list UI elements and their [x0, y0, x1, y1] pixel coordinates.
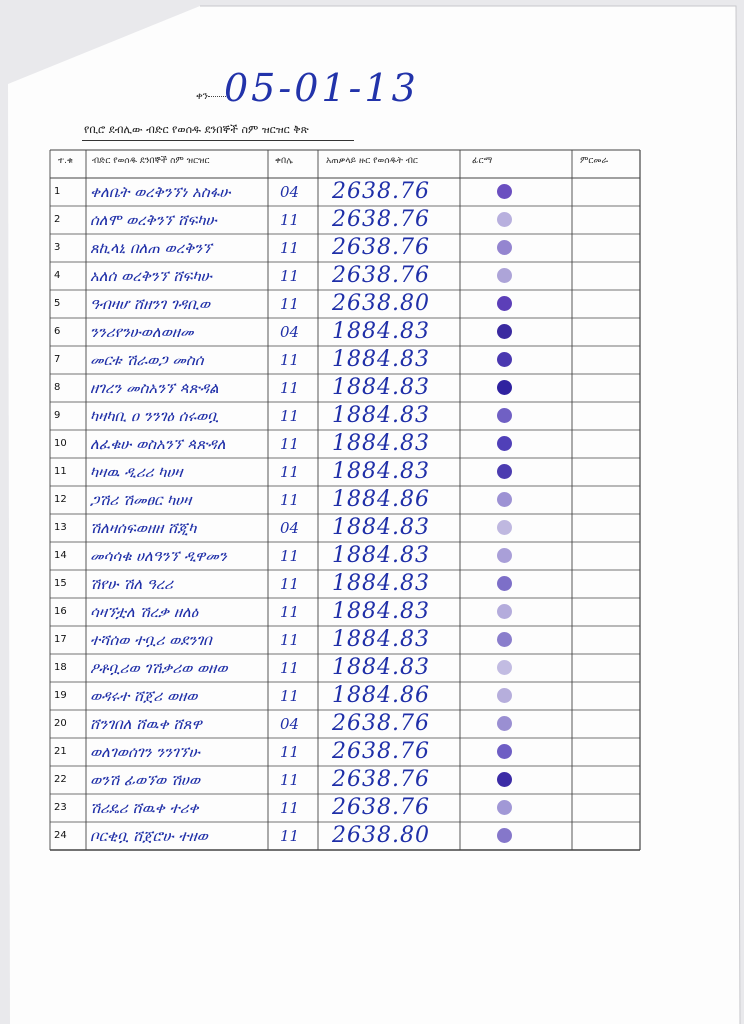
kebele-value: 11: [280, 463, 300, 481]
kebele-value: 11: [280, 351, 300, 369]
customer-name: ዖቶቧሪወ ገሽቃሪወ ወዘወ: [90, 659, 228, 677]
row-number: 9: [54, 410, 61, 421]
document-title: የቢሮ ደብሊው ብድር የወሰዱ ደንበኞች ስም ዝርዝር ቅጽ: [84, 123, 309, 136]
amount-value: 2638.76: [332, 767, 430, 792]
kebele-value: 11: [280, 771, 300, 789]
amount-value: 1884.83: [332, 627, 430, 652]
customer-name: ወንሽ ፊወኘወ ሽሀወ: [90, 771, 201, 789]
kebele-value: 11: [280, 295, 300, 313]
row-number: 5: [54, 298, 61, 309]
customer-name: ቀለቤት ወረቅንኘነ አስፋሁ: [90, 183, 231, 201]
column-header-kebele: ቀበሌ: [275, 156, 293, 166]
kebele-value: 11: [280, 547, 300, 565]
fingerprint-signature: [497, 632, 512, 647]
row-number: 11: [54, 466, 67, 477]
row-number: 22: [54, 774, 67, 785]
kebele-value: 11: [280, 239, 300, 257]
row-number: 14: [54, 550, 67, 561]
row-number: 18: [54, 662, 67, 673]
fingerprint-signature: [497, 520, 512, 535]
amount-value: 2638.76: [332, 711, 430, 736]
amount-value: 2638.76: [332, 207, 430, 232]
fingerprint-signature: [497, 828, 512, 843]
amount-value: 1884.83: [332, 571, 430, 596]
amount-value: 1884.83: [332, 599, 430, 624]
fingerprint-signature: [497, 604, 512, 619]
fingerprint-signature: [497, 772, 512, 787]
customer-name: ሽለዛሰፍወዘዘ ሸጂካ: [90, 519, 197, 537]
amount-value: 1884.83: [332, 543, 430, 568]
kebele-value: 11: [280, 631, 300, 649]
row-number: 4: [54, 270, 61, 281]
row-number: 7: [54, 354, 61, 365]
customer-name: ወዳሩተ ሸጀሪ ወዘወ: [90, 687, 198, 705]
fingerprint-signature: [497, 184, 512, 199]
fingerprint-signature: [497, 716, 512, 731]
kebele-value: 11: [280, 743, 300, 761]
customer-name: ካዛካቢ ዐ ንንገዕ ሰሩወቧ: [90, 407, 219, 425]
kebele-value: 11: [280, 435, 300, 453]
row-number: 2: [54, 214, 61, 225]
row-number: 24: [54, 830, 67, 841]
kebele-value: 11: [280, 687, 300, 705]
fingerprint-signature: [497, 660, 512, 675]
amount-value: 1884.83: [332, 319, 430, 344]
customer-name: ሽየሁ ሽለ ዓረሪ: [90, 575, 173, 593]
row-number: 12: [54, 494, 67, 505]
amount-value: 1884.83: [332, 375, 430, 400]
kebele-value: 11: [280, 659, 300, 677]
kebele-value: 11: [280, 491, 300, 509]
row-number: 1: [54, 186, 61, 197]
kebele-value: 11: [280, 827, 300, 845]
amount-value: 1884.86: [332, 487, 430, 512]
kebele-value: 11: [280, 267, 300, 285]
row-number: 16: [54, 606, 67, 617]
row-number: 20: [54, 718, 67, 729]
customer-name: ሳዛኘቷለ ሽረቃ ዘለዕ: [90, 603, 199, 621]
date-label: ቀን: [196, 91, 208, 102]
kebele-value: 11: [280, 799, 300, 817]
amount-value: 2638.76: [332, 795, 430, 820]
customer-name: መርቱ ሽራወጋ መስሰ: [90, 351, 204, 369]
row-number: 8: [54, 382, 61, 393]
customer-name: ጋሽሪ ሽመፀር ካሀዛ: [90, 491, 192, 509]
kebele-value: 04: [280, 183, 300, 201]
row-number: 3: [54, 242, 61, 253]
customer-name: ካዛዉ ዲሪሪ ካሀዛ: [90, 463, 183, 481]
column-header-remarks: ምርመራ: [580, 156, 608, 166]
fingerprint-signature: [497, 464, 512, 479]
kebele-value: 04: [280, 715, 300, 733]
kebele-value: 04: [280, 519, 300, 537]
fingerprint-signature: [497, 576, 512, 591]
fingerprint-signature: [497, 688, 512, 703]
customer-name: ዓብዛሆ ሸዘንገ ገዳቢወ: [90, 295, 211, 313]
customer-name: ወለገወሰገን ንንገኘሁ: [90, 743, 200, 761]
customer-name: ሰለሞ ወረቅንኘ ሸፍካሁ: [90, 211, 217, 229]
kebele-value: 04: [280, 323, 300, 341]
row-number: 6: [54, 326, 61, 337]
amount-value: 2638.80: [332, 823, 430, 848]
kebele-value: 11: [280, 211, 300, 229]
amount-value: 1884.83: [332, 347, 430, 372]
amount-value: 1884.86: [332, 683, 430, 708]
fingerprint-signature: [497, 240, 512, 255]
date-value: 05-01-13: [224, 66, 419, 110]
amount-value: 2638.76: [332, 739, 430, 764]
amount-value: 1884.83: [332, 459, 430, 484]
column-header-name: ብድር የወሰዱ ደንበኞች ስም ዝርዝር: [92, 156, 210, 166]
fingerprint-signature: [497, 212, 512, 227]
amount-value: 1884.83: [332, 655, 430, 680]
amount-value: 1884.83: [332, 403, 430, 428]
fingerprint-signature: [497, 296, 512, 311]
customer-name: ሸንገበለ ሸዉቀ ሸጸዋ: [90, 715, 202, 733]
fingerprint-signature: [497, 408, 512, 423]
fingerprint-signature: [497, 352, 512, 367]
customer-name: መሳሳቁ ሀለዓንኘ ዲዋመን: [90, 547, 227, 565]
amount-value: 2638.76: [332, 263, 430, 288]
fingerprint-signature: [497, 548, 512, 563]
amount-value: 2638.76: [332, 179, 430, 204]
fingerprint-signature: [497, 800, 512, 815]
amount-value: 1884.83: [332, 431, 430, 456]
customer-name: ዘገረን መስአንኘ ጳጽዳል: [90, 379, 219, 397]
fingerprint-signature: [497, 324, 512, 339]
row-number: 15: [54, 578, 67, 589]
customer-name: ቦርቂቧ ሸጀሮሁ ተዘወ: [90, 827, 208, 845]
column-header-amount: አጠቃላይ ዙር የወሰዱት ብር: [326, 156, 418, 166]
amount-value: 2638.80: [332, 291, 430, 316]
row-number: 13: [54, 522, 67, 533]
fingerprint-signature: [497, 380, 512, 395]
row-number: 23: [54, 802, 67, 813]
row-number: 17: [54, 634, 67, 645]
kebele-value: 11: [280, 575, 300, 593]
kebele-value: 11: [280, 407, 300, 425]
row-number: 21: [54, 746, 67, 757]
fingerprint-signature: [497, 436, 512, 451]
amount-value: 1884.83: [332, 515, 430, 540]
column-header-signature: ፊርማ: [472, 156, 493, 166]
customer-name: ለፈቁሁ ወስአንኘ ጳጽዳለ: [90, 435, 226, 453]
fingerprint-signature: [497, 744, 512, 759]
customer-name: ተሻሰወ ተቧሪ ወደንገበ: [90, 631, 212, 649]
kebele-value: 11: [280, 603, 300, 621]
kebele-value: 11: [280, 379, 300, 397]
customer-name: አለሰ ወረቅንኘ ሸፍካሁ: [90, 267, 212, 285]
fingerprint-signature: [497, 492, 512, 507]
customer-name: ሽሪዴሪ ሸዉቀ ተሪቀ: [90, 799, 199, 817]
customer-name: ጸኪላኒ በለጠ ወረቅንኘ: [90, 239, 212, 257]
column-header-number: ተ.ቁ: [58, 156, 74, 166]
row-number: 19: [54, 690, 67, 701]
customer-name: ንንሪየንሁወለወዘመ: [90, 323, 194, 341]
row-number: 10: [54, 438, 67, 449]
amount-value: 2638.76: [332, 235, 430, 260]
fingerprint-signature: [497, 268, 512, 283]
